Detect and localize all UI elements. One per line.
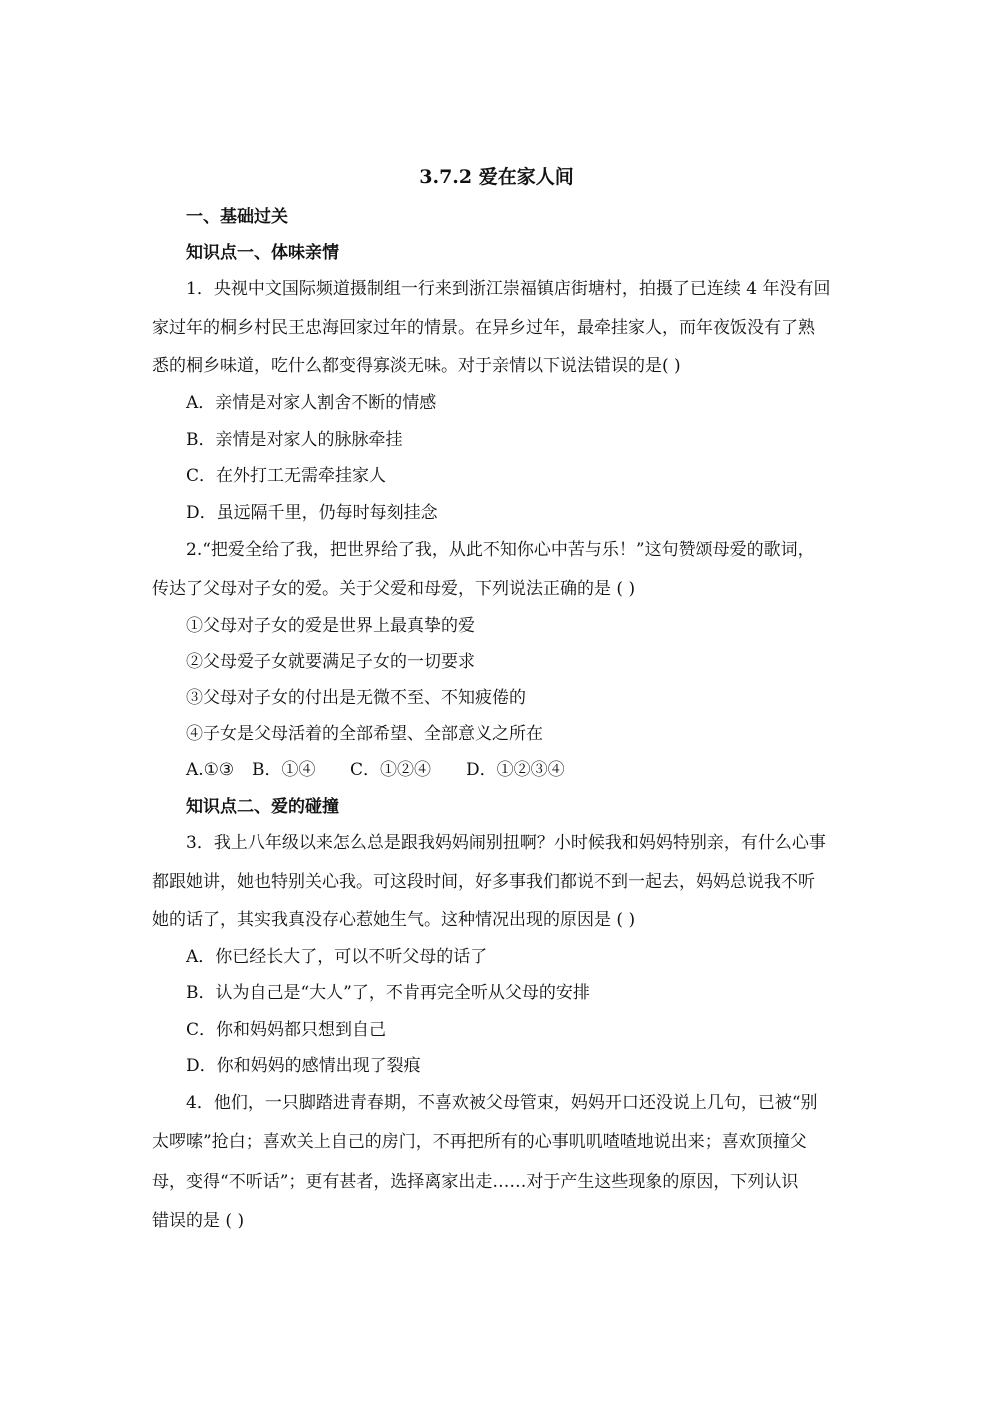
question-1-text: 家过年的桐乡村民王忠海回家过年的情景。在异乡过年，最牵挂家人，而年夜饭没有了熟: [152, 318, 815, 338]
question-2-option-d: D．①②③④: [466, 760, 565, 780]
question-3-option-a: A．你已经长大了，可以不听父母的话了: [186, 947, 488, 967]
question-2-options: [186, 757, 852, 783]
question-3-text: 3．我上八年级以来怎么总是跟我妈妈闹别扭啊？小时候我和妈妈特别亲，有什么心事: [186, 833, 826, 853]
question-1-option-d: D．虽远隔千里，仍每时每刻挂念: [186, 503, 438, 523]
question-2-text: 2.“把爱全给了我，把世界给了我，从此不知你心中苦与乐！”这句赞颂母爱的歌词，: [186, 540, 815, 560]
question-4-text: 太啰嗦”抢白；喜欢关上自己的房门，不再把所有的心事叽叽喳喳地说出来；喜欢顶撞父: [152, 1132, 807, 1152]
question-1-option-c: C．在外打工无需牵挂家人: [186, 466, 387, 486]
question-4-text: 4．他们，一只脚踏进青春期，不喜欢被父母管束，妈妈开口还没说上几句，已被“别: [186, 1093, 818, 1113]
question-3-option-d: D．你和妈妈的感情出现了裂痕: [186, 1056, 421, 1076]
question-2-option-c: C．①②④: [350, 760, 432, 780]
page-title: 3.7.2 爱在家人间: [419, 166, 574, 188]
question-2-option-b: B．①④: [252, 760, 316, 780]
question-2-text: 传达了父母对子女的爱。关于父爱和母爱，下列说法正确的是 ( ): [152, 579, 636, 599]
question-1-text: 1．央视中文国际频道摄制组一行来到浙江崇福镇店街塘村，拍摄了已连续 4 年没有回: [186, 279, 831, 299]
question-2-statement-2: ②父母爱子女就要满足子女的一切要求: [186, 652, 475, 672]
question-3-text: 都跟她讲，她也特别关心我。可这段时间，好多事我们都说不到一起去，妈妈总说我不听: [152, 872, 815, 892]
knowledge-point-heading: 知识点一、体味亲情: [186, 243, 339, 263]
question-1-text: 悉的桐乡味道，吃什么都变得寡淡无味。对于亲情以下说法错误的是( ): [152, 356, 681, 376]
question-1-option-b: B．亲情是对家人的脉脉牵挂: [186, 430, 403, 450]
knowledge-point-heading: 知识点二、爱的碰撞: [186, 797, 339, 817]
section-heading: 一、基础过关: [186, 207, 288, 227]
question-1-option-a: A．亲情是对家人割舍不断的情感: [186, 393, 437, 413]
question-2-statement-3: ③父母对子女的付出是无微不至、不知疲倦的: [186, 688, 526, 708]
question-2-statement-1: ①父母对子女的爱是世界上最真挚的爱: [186, 616, 475, 636]
question-3-option-c: C．你和妈妈都只想到自己: [186, 1020, 387, 1040]
question-2-option-a: A.①③: [186, 760, 235, 780]
question-4-text: 母，变得“不听话”；更有甚者，选择离家出走……对于产生这些现象的原因，下列认识: [152, 1172, 799, 1192]
question-4-text: 错误的是 ( ): [152, 1211, 245, 1231]
question-3-text: 她的话了，其实我真没存心惹她生气。这种情况出现的原因是 ( ): [152, 910, 636, 930]
question-2-statement-4: ④子女是父母活着的全部希望、全部意义之所在: [186, 724, 543, 744]
question-3-option-b: B．认为自己是“大人”了，不肯再完全听从父母的安排: [186, 983, 590, 1003]
